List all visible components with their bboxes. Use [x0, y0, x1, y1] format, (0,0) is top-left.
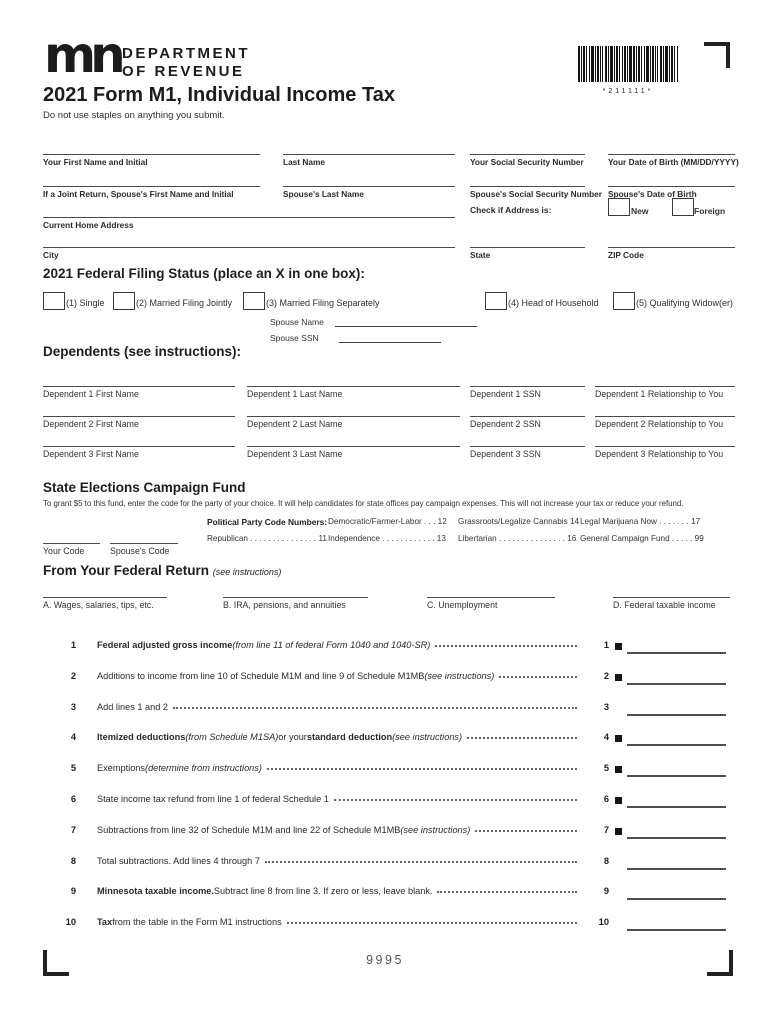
filing-status-heading: 2021 Federal Filing Status (place an X in one box):	[43, 266, 365, 281]
check-address-label: Check if Address is:	[470, 205, 552, 215]
field-label: If a Joint Return, Spouse's First Name and Initial	[43, 188, 234, 199]
line-number: 7	[70, 825, 76, 835]
field-label: Dependent 3 SSN	[470, 448, 541, 459]
field-label: C. Unemployment	[427, 599, 498, 610]
your-code-field[interactable]	[43, 543, 100, 556]
ssn-field[interactable]	[470, 154, 585, 167]
filing-status-single-label: (1) Single	[66, 298, 105, 308]
dependent-1-field-3[interactable]	[470, 386, 585, 399]
field-label: Dependent 1 SSN	[470, 388, 541, 399]
line-number: 9	[70, 886, 76, 896]
party-code-republican: Republican . . . . . . . . . . . . . . . 11	[207, 534, 327, 543]
amount-input-line-6[interactable]	[627, 794, 726, 808]
line-text	[97, 732, 583, 742]
corner-mark-bottom-right-icon	[707, 950, 733, 976]
federal-unemployment-field[interactable]	[427, 597, 555, 610]
state-field[interactable]	[470, 247, 585, 260]
line-number-right: 6	[603, 794, 609, 804]
field-label: Your Social Security Number	[470, 156, 584, 167]
amount-input-line-8[interactable]	[627, 856, 726, 870]
spouse-name-label: Spouse Name	[270, 317, 324, 327]
dot-leader	[435, 644, 577, 647]
field-label: ZIP Code	[608, 249, 644, 260]
line-text	[97, 640, 583, 650]
address-new-label: New	[631, 206, 649, 216]
filing-status-head-of-household-checkbox[interactable]	[485, 292, 507, 310]
line-text-segment: from the table in the Form M1 instructions	[112, 917, 282, 927]
dependent-3-field-4[interactable]	[595, 446, 735, 459]
entry-square-marker	[615, 766, 622, 773]
field-label: Last Name	[283, 156, 325, 167]
filing-status-married-jointly-label: (2) Married Filing Jointly	[136, 298, 233, 308]
line-text-segment: Additions to income from line 10 of Schedule M1M and line 9 of Schedule M1MB	[97, 671, 425, 681]
party-code-dfl: Democratic/Farmer-Labor . . . 12	[328, 517, 447, 526]
field-label: Dependent 2 SSN	[470, 418, 541, 429]
amount-input-line-1[interactable]	[627, 640, 726, 654]
entry-square-marker	[615, 735, 622, 742]
dependent-3-field-2[interactable]	[247, 446, 460, 459]
amount-input-line-2[interactable]	[627, 671, 726, 685]
federal-return-heading	[43, 563, 281, 578]
line-text-segment: Subtract line 8 from line 3. If zero or less, leave blank.	[213, 886, 433, 896]
dependent-2-field-1[interactable]	[43, 416, 235, 429]
line-text-segment: Itemized deductions	[97, 732, 186, 742]
field-label: Current Home Address	[43, 219, 134, 230]
form-line-8	[43, 856, 735, 878]
federal-return-heading-text: From Your Federal Return	[43, 563, 210, 578]
federal-taxable-income-field[interactable]	[613, 597, 730, 610]
line-text	[97, 856, 583, 866]
dot-leader	[287, 921, 577, 924]
address-foreign-checkbox[interactable]	[672, 198, 694, 216]
amount-input-line-7[interactable]	[627, 825, 726, 839]
party-code-grassroots: Grassroots/Legalize Cannabis 14	[458, 517, 580, 526]
field-label: Dependent 2 Last Name	[247, 418, 343, 429]
barcode-icon	[578, 46, 678, 95]
home-address-field[interactable]	[43, 217, 455, 230]
line-text-segment: standard deduction	[306, 732, 393, 742]
line-text-segment: (see instructions)	[392, 732, 463, 742]
barcode-text: *211111*	[602, 88, 654, 95]
line-number: 8	[70, 856, 76, 866]
city-field[interactable]	[43, 247, 455, 260]
field-label: Dependent 1 Relationship to You	[595, 388, 724, 399]
line-number-right: 8	[603, 856, 609, 866]
line-number: 5	[70, 763, 76, 773]
dependent-2-field-4[interactable]	[595, 416, 735, 429]
field-label: Dependent 1 Last Name	[247, 388, 343, 399]
field-label: B. IRA, pensions, and annuities	[223, 599, 346, 610]
filing-status-married-separately-checkbox[interactable]	[243, 292, 265, 310]
line-number: 4	[70, 732, 76, 742]
dependents-heading: Dependents (see instructions):	[43, 344, 242, 359]
spouse-ssn-input-line[interactable]	[339, 331, 441, 343]
campaign-fund-heading: State Elections Campaign Fund	[43, 480, 246, 495]
line-text-segment: (see instructions)	[424, 671, 495, 681]
party-code-general: General Campaign Fund . . . . . 99	[580, 534, 704, 543]
logo-line1: DEPARTMENT	[122, 45, 251, 62]
footer-form-code: 9995	[366, 953, 404, 967]
dependent-2-field-2[interactable]	[247, 416, 460, 429]
field-label: Spouse's Date of Birth	[608, 188, 697, 199]
entry-square-marker	[615, 797, 622, 804]
spouse-date-of-birth-field[interactable]	[608, 186, 735, 199]
line-text	[97, 825, 583, 835]
amount-input-line-5[interactable]	[627, 763, 726, 777]
page-title: 2021 Form M1, Individual Income Tax	[43, 84, 395, 106]
field-label: Dependent 3 Last Name	[247, 448, 343, 459]
field-label: Your First Name and Initial	[43, 156, 148, 167]
spouse-ssn-label: Spouse SSN	[270, 333, 319, 343]
field-label: State	[470, 249, 491, 260]
entry-square-marker	[615, 674, 622, 681]
spouse-ssn-field[interactable]	[470, 186, 603, 199]
zip-code-field[interactable]	[608, 247, 735, 260]
filing-status-head-of-household-label: (4) Head of Household	[508, 298, 599, 308]
form-line-3	[43, 702, 735, 724]
form-line-1	[43, 640, 735, 662]
logo-line2: OF REVENUE	[122, 63, 245, 80]
dependent-3-field-3[interactable]	[470, 446, 585, 459]
line-text-segment: State income tax refund from line 1 of federal Schedule 1	[97, 794, 329, 804]
dependent-1-field-1[interactable]	[43, 386, 235, 399]
line-number-right: 1	[603, 640, 609, 650]
amount-input-line-9[interactable]	[627, 886, 726, 900]
dot-leader	[267, 767, 577, 770]
form-line-6	[43, 794, 735, 816]
line-number-right: 10	[598, 917, 609, 927]
spouse-first-name-field[interactable]	[43, 186, 260, 199]
line-text-segment: or your	[278, 732, 307, 742]
spouse-code-field[interactable]	[110, 543, 178, 556]
dot-leader	[334, 798, 577, 801]
dependent-1-field-4[interactable]	[595, 386, 735, 399]
date-of-birth-field[interactable]	[608, 154, 739, 167]
entry-square-marker	[615, 828, 622, 835]
dot-leader	[437, 890, 577, 893]
dependent-2-field-3[interactable]	[470, 416, 585, 429]
line-text	[97, 763, 583, 773]
field-label: Spouse's Social Security Number	[470, 188, 603, 199]
line-number-right: 2	[603, 671, 609, 681]
party-code-libertarian: Libertarian . . . . . . . . . . . . . . . 16	[458, 534, 577, 543]
line-text-segment: (determine from instructions)	[145, 763, 262, 773]
filing-status-qualifying-widower-label: (5) Qualifying Widow(er)	[636, 298, 734, 308]
line-text	[97, 671, 583, 681]
field-label: Dependent 2 First Name	[43, 418, 139, 429]
form-line-10	[43, 917, 735, 939]
line-text-segment: (from line 11 of federal Form 1040 and 1040-SR)	[232, 640, 431, 650]
line-number-right: 7	[603, 825, 609, 835]
line-number-right: 3	[603, 702, 609, 712]
line-text	[97, 917, 583, 927]
field-label: Your Code	[43, 545, 85, 556]
party-codes-heading: Political Party Code Numbers:	[207, 517, 328, 527]
page-subtitle: Do not use staples on anything you submit.	[43, 110, 225, 121]
line-text-segment: Add lines 1 and 2	[97, 702, 169, 712]
campaign-fund-description: To grant $5 to this fund, enter the code for the party of your choice. It will help candidates for state offices pay campaign expenses. This will not increase your tax or reduce your refund.	[43, 499, 684, 508]
line-text-segment: (see instructions)	[400, 825, 471, 835]
first-name-field[interactable]	[43, 154, 260, 167]
federal-ira-pensions-field[interactable]	[223, 597, 368, 610]
field-label: D. Federal taxable income	[613, 599, 716, 610]
amount-input-line-4[interactable]	[627, 732, 726, 746]
form-line-2	[43, 671, 735, 693]
field-label: City	[43, 249, 59, 260]
dot-leader	[499, 675, 577, 678]
filing-status-married-separately-label: (3) Married Filing Separately	[266, 298, 380, 308]
filing-status-married-jointly-checkbox[interactable]	[113, 292, 135, 310]
line-number: 1	[70, 640, 76, 650]
field-label: Your Date of Birth (MM/DD/YYYY)	[608, 156, 739, 167]
form-line-4	[43, 732, 735, 754]
form-lines	[43, 640, 735, 960]
field-label: Dependent 3 Relationship to You	[595, 448, 724, 459]
amount-input-line-3[interactable]	[627, 702, 726, 716]
party-code-legal-marijuana: Legal Marijuana Now . . . . . . . 17	[580, 517, 701, 526]
dot-leader	[467, 736, 577, 739]
line-text-segment: (from Schedule M1SA)	[185, 732, 279, 742]
line-text	[97, 886, 583, 896]
field-label: Spouse's Code	[110, 545, 170, 556]
line-text-segment: Subtractions from line 32 of Schedule M1M and line 22 of Schedule M1MB	[97, 825, 401, 835]
field-label: Dependent 1 First Name	[43, 388, 139, 399]
line-number: 3	[70, 702, 76, 712]
federal-wages-field[interactable]	[43, 597, 167, 610]
line-text-segment: Total subtractions. Add lines 4 through 7	[97, 856, 260, 866]
barcode-bars-icon	[578, 46, 678, 82]
line-number: 10	[65, 917, 76, 927]
last-name-field[interactable]	[283, 154, 455, 167]
line-text	[97, 794, 583, 804]
line-number-right: 5	[603, 763, 609, 773]
field-label: Dependent 3 First Name	[43, 448, 139, 459]
dot-leader	[475, 829, 577, 832]
dot-leader	[173, 706, 577, 709]
spouse-last-name-field[interactable]	[283, 186, 455, 199]
party-code-independence: Independence . . . . . . . . . . . . 13	[328, 534, 446, 543]
address-foreign-label: Foreign	[694, 206, 726, 216]
corner-mark-bottom-left-icon	[43, 950, 69, 976]
form-line-9	[43, 886, 735, 908]
line-text-segment: Federal adjusted gross income	[97, 640, 233, 650]
dependent-3-field-1[interactable]	[43, 446, 235, 459]
line-text-segment: Minnesota taxable income.	[97, 886, 214, 896]
filing-status-qualifying-widower-checkbox[interactable]	[613, 292, 635, 310]
line-text-segment: Exemptions	[97, 763, 146, 773]
dot-leader	[265, 860, 577, 863]
line-text-segment: Tax	[97, 917, 113, 927]
amount-input-line-10[interactable]	[627, 917, 726, 931]
form-line-5	[43, 763, 735, 785]
mn-state-logo-icon: mn	[44, 26, 120, 84]
line-number: 6	[70, 794, 76, 804]
department-of-revenue-logo-text	[122, 45, 250, 81]
line-number: 2	[70, 671, 76, 681]
line-number-right: 9	[603, 886, 609, 896]
address-new-checkbox[interactable]	[608, 198, 630, 216]
spouse-name-input-line[interactable]	[335, 315, 477, 327]
entry-square-marker	[615, 643, 622, 650]
filing-status-single-checkbox[interactable]	[43, 292, 65, 310]
form-line-7	[43, 825, 735, 847]
field-label: Spouse's Last Name	[283, 188, 364, 199]
corner-mark-top-right-icon	[704, 42, 730, 68]
line-text	[97, 702, 583, 712]
federal-return-heading-note: (see instructions)	[212, 567, 282, 577]
line-number-right: 4	[603, 732, 609, 742]
field-label: A. Wages, salaries, tips, etc.	[43, 599, 154, 610]
dependent-1-field-2[interactable]	[247, 386, 460, 399]
field-label: Dependent 2 Relationship to You	[595, 418, 724, 429]
